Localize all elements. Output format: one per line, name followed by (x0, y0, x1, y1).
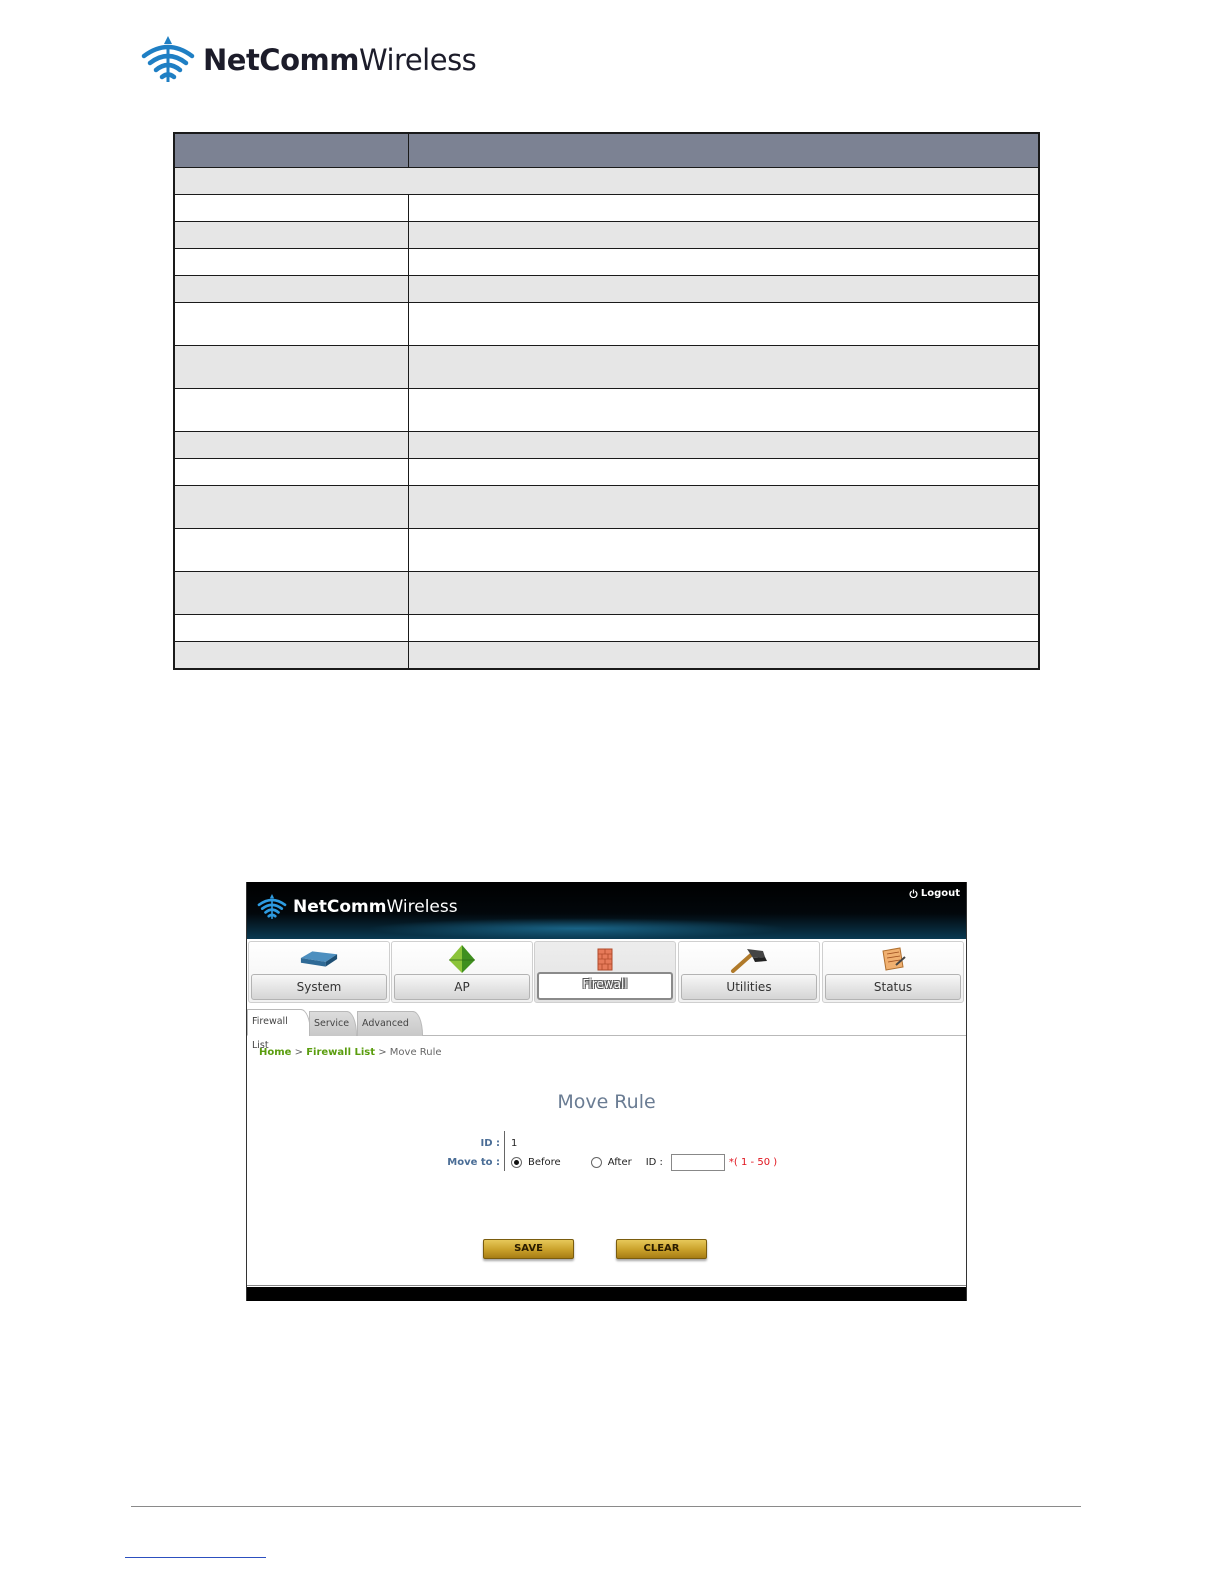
form-title: Move Rule (557, 1091, 656, 1113)
table-cell (174, 303, 408, 346)
table-cell (174, 346, 408, 389)
table-cell (408, 303, 1039, 346)
logout-label: Logout (920, 888, 960, 899)
id-label: ID : (480, 1138, 500, 1149)
firewall-icon (585, 945, 625, 973)
table-header-cell (174, 133, 408, 168)
table-cell (408, 249, 1039, 276)
nav-system[interactable] (248, 941, 390, 1003)
before-label: Before (528, 1157, 561, 1168)
target-id-input[interactable] (671, 1154, 725, 1171)
table-cell (408, 432, 1039, 459)
ui-logo-regular: Wireless (386, 897, 458, 917)
power-icon (909, 889, 918, 898)
id-value: 1 (511, 1138, 518, 1149)
breadcrumb-separator: > (375, 1047, 390, 1058)
logout-link[interactable] (909, 888, 960, 899)
table-cell (174, 642, 408, 670)
hammer-icon (729, 945, 769, 973)
table-row (174, 459, 1039, 486)
nav-label-firewall: Firewall (537, 972, 673, 1000)
breadcrumb-home[interactable]: Home (259, 1047, 292, 1058)
ui-header (247, 882, 966, 939)
table-cell (408, 346, 1039, 389)
nav-label-ap: AP (394, 974, 530, 1000)
table-header-row (174, 133, 1039, 168)
table-cell (408, 276, 1039, 303)
move-to-label: Move to : (447, 1157, 500, 1168)
table-cell (408, 486, 1039, 529)
table-cell (174, 615, 408, 642)
footer-link-underline[interactable] (125, 1557, 266, 1558)
save-button[interactable]: SAVE (483, 1239, 574, 1259)
table-cell (408, 615, 1039, 642)
table-cell (174, 486, 408, 529)
form-divider (504, 1131, 505, 1171)
table-cell (408, 222, 1039, 249)
footer-line (247, 1285, 966, 1286)
table-cell (174, 432, 408, 459)
router-icon (299, 945, 339, 973)
tab-firewall-list[interactable]: Firewall List (247, 1009, 311, 1036)
footer-rule (131, 1506, 1081, 1507)
id-row (511, 1134, 777, 1153)
table-header-cell (408, 133, 1039, 168)
breadcrumb-current: Move Rule (389, 1047, 442, 1058)
before-radio[interactable] (511, 1157, 522, 1168)
page-logo (141, 34, 476, 86)
page-logo-regular: Wireless (358, 43, 477, 77)
table-row (174, 642, 1039, 670)
breadcrumb-separator: > (291, 1047, 307, 1058)
table-cell (174, 529, 408, 572)
move-to-row (511, 1153, 777, 1172)
table-row (174, 276, 1039, 303)
nav-firewall[interactable] (534, 941, 676, 1003)
table-cell (408, 195, 1039, 222)
table-row (174, 486, 1039, 529)
target-id-label: ID : (645, 1157, 663, 1168)
table-cell (408, 389, 1039, 432)
range-hint: *( 1 - 50 ) (728, 1157, 778, 1168)
nav-utilities[interactable] (678, 941, 820, 1003)
table-cell (174, 168, 1039, 195)
form-values (511, 1134, 777, 1172)
table-section-row (174, 168, 1039, 195)
after-label: After (607, 1157, 632, 1168)
ui-footer (247, 1287, 966, 1301)
breadcrumb (259, 1047, 442, 1058)
table-cell (174, 572, 408, 615)
pyramid-icon (442, 945, 482, 973)
tab-advanced[interactable]: Advanced (357, 1011, 423, 1036)
nav-label-utilities: Utilities (681, 974, 817, 1000)
table-row (174, 195, 1039, 222)
table-cell (408, 459, 1039, 486)
table-cell (174, 389, 408, 432)
table-row (174, 222, 1039, 249)
clear-button[interactable]: CLEAR (616, 1239, 707, 1259)
wifi-logo-icon (257, 894, 287, 920)
nav-label-system: System (251, 974, 387, 1000)
table-row (174, 389, 1039, 432)
table-cell (174, 249, 408, 276)
breadcrumb-firewall-list[interactable]: Firewall List (306, 1047, 376, 1058)
nav-ap[interactable] (391, 941, 533, 1003)
table-cell (174, 276, 408, 303)
main-nav (247, 941, 966, 1003)
table-row (174, 529, 1039, 572)
ui-logo-bold: NetComm (293, 897, 387, 917)
nav-status[interactable] (822, 941, 964, 1003)
table-body (174, 168, 1039, 670)
table-cell (408, 642, 1039, 670)
ui-logo (257, 894, 458, 920)
table-row (174, 346, 1039, 389)
router-ui-screenshot (246, 882, 967, 1301)
table-row (174, 572, 1039, 615)
table-cell (174, 459, 408, 486)
table-row (174, 432, 1039, 459)
header-glow (367, 918, 787, 939)
table-row (174, 615, 1039, 642)
table-cell (174, 195, 408, 222)
table-row (174, 303, 1039, 346)
table-cell (174, 222, 408, 249)
wifi-logo-icon (141, 36, 195, 84)
after-radio[interactable] (591, 1157, 602, 1168)
table-cell (408, 572, 1039, 615)
notepad-icon (873, 945, 913, 973)
settings-table (173, 132, 1040, 670)
form-labels (432, 1134, 500, 1172)
sub-tabs (247, 1008, 966, 1051)
nav-label-status: Status (825, 974, 961, 1000)
page-logo-bold: NetComm (203, 43, 359, 77)
table-row (174, 249, 1039, 276)
tab-service[interactable]: Service (309, 1011, 357, 1036)
table-cell (408, 529, 1039, 572)
